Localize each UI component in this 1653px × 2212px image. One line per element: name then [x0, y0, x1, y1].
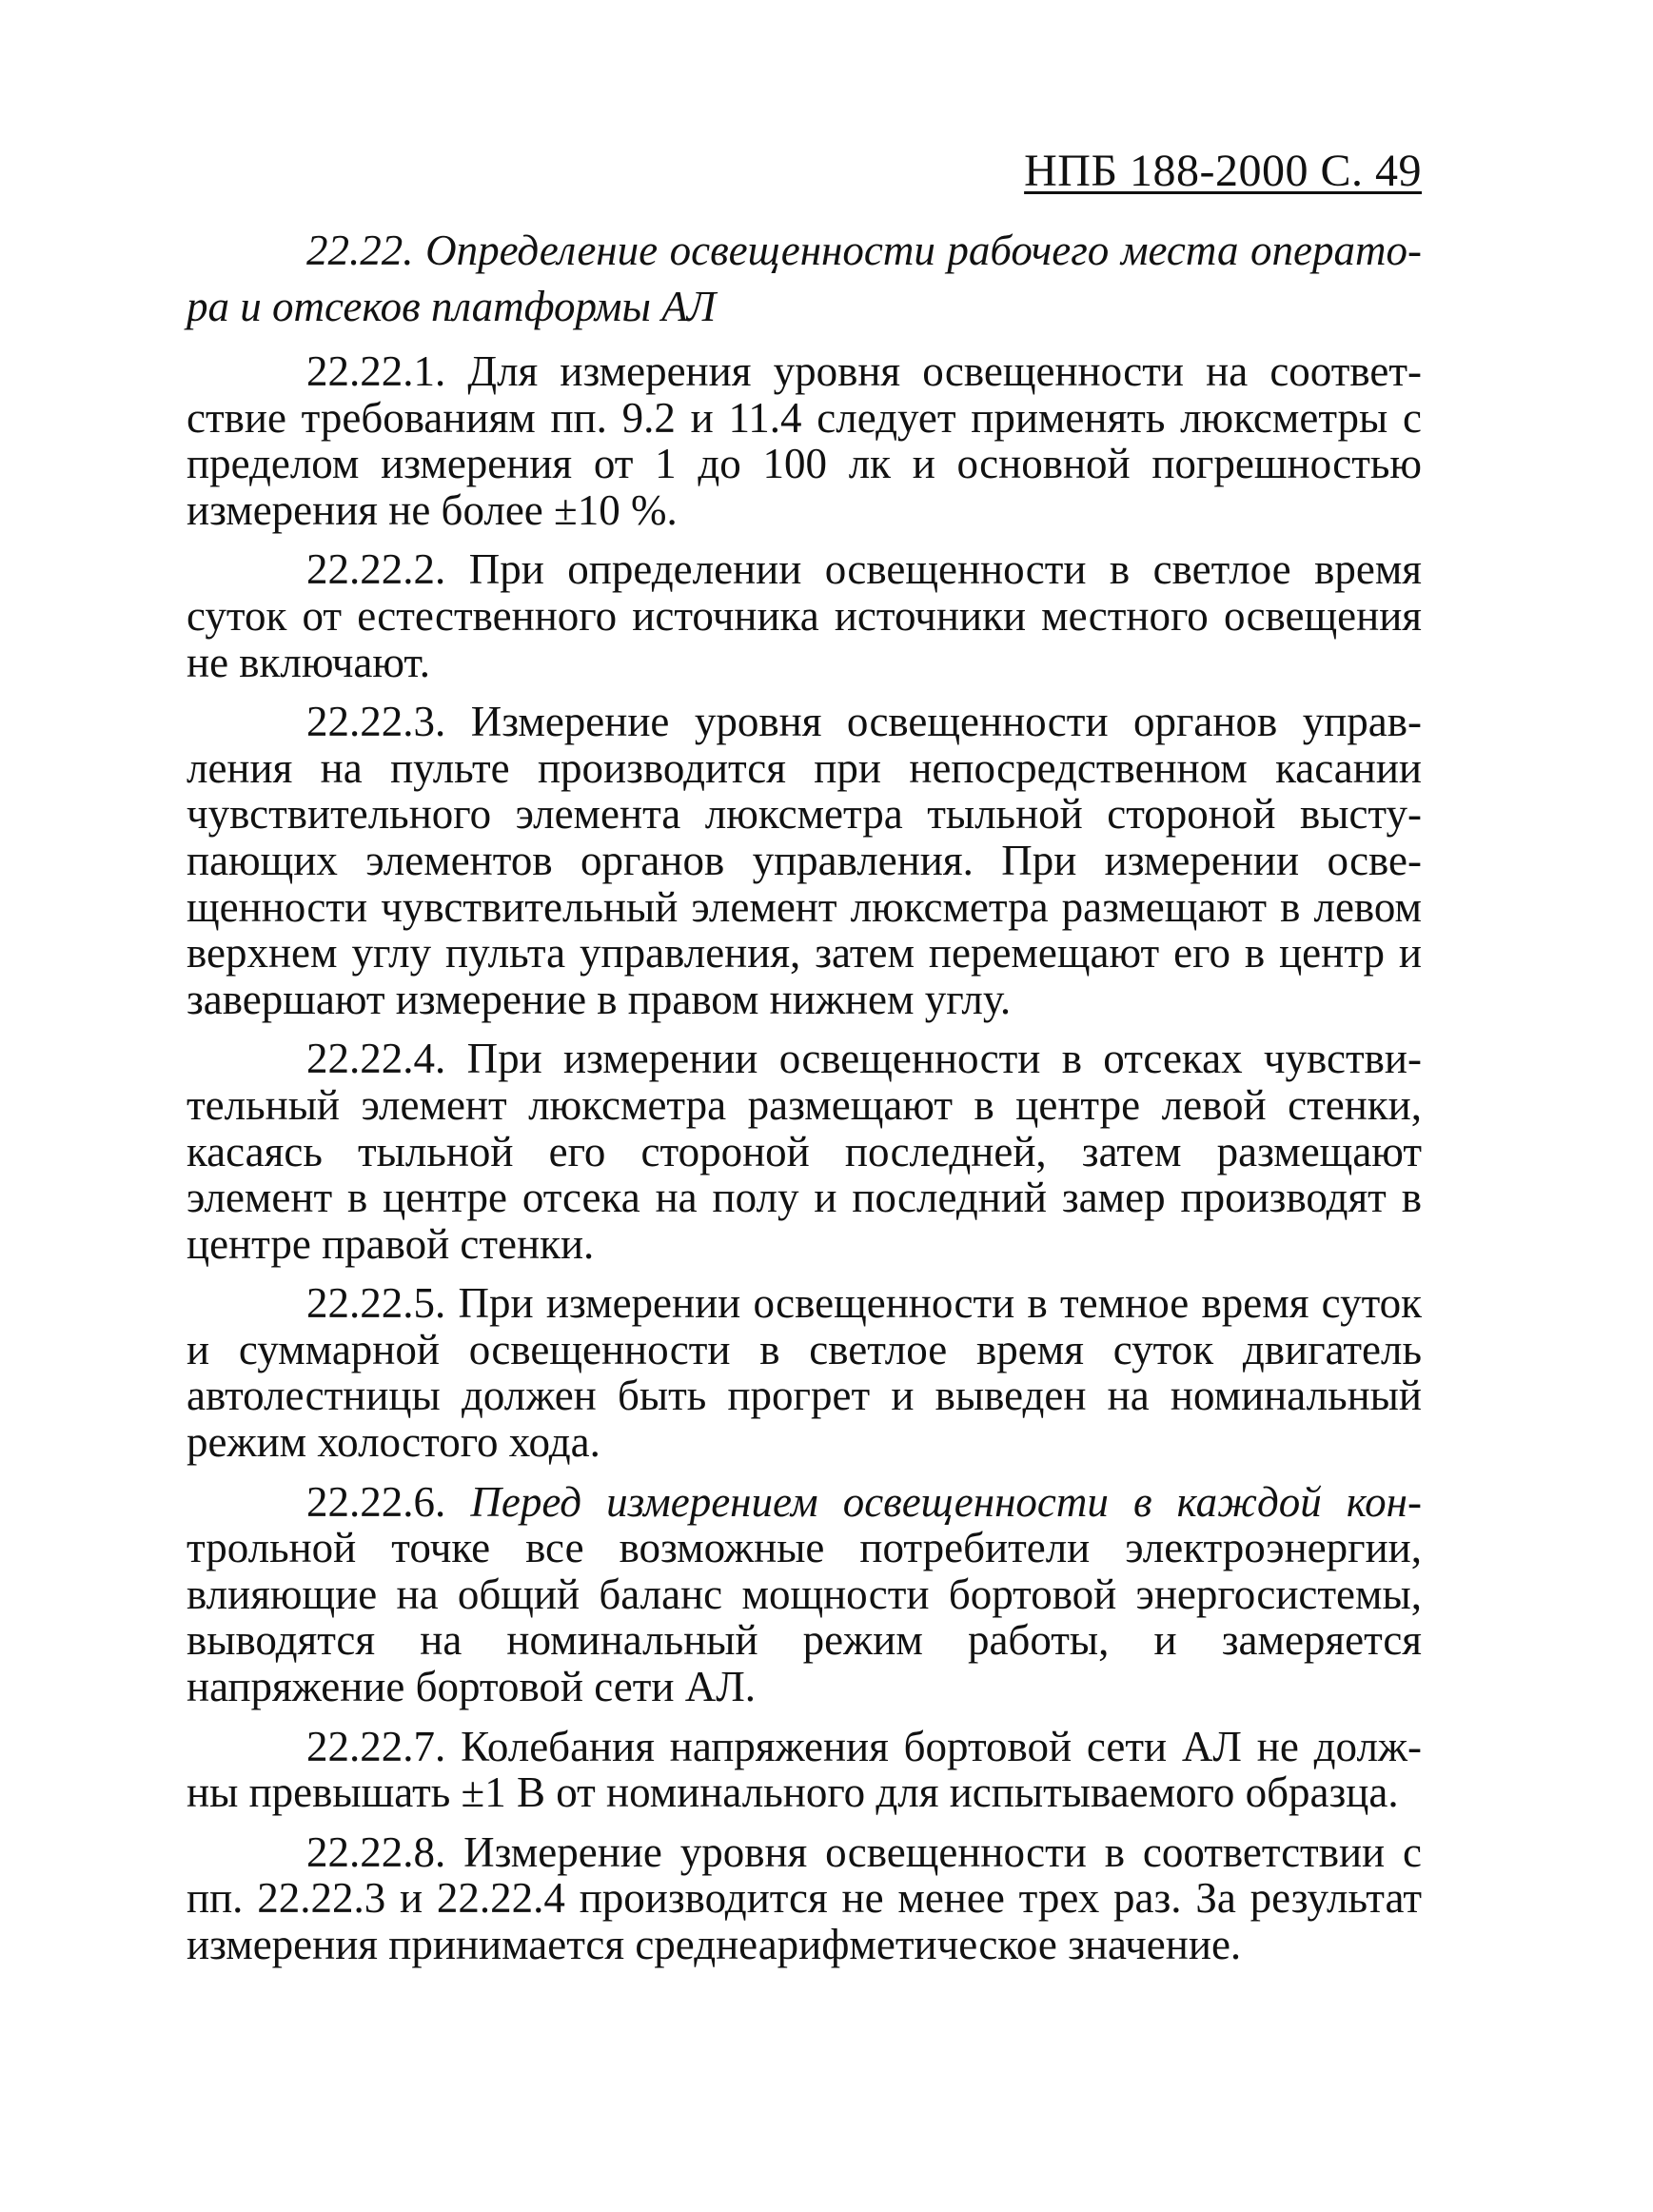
paragraph-22-22-6-italic: Перед измерением освещенности в каждой кон: [470, 1477, 1422, 1526]
paragraph-22-22-4: 22.22.4. При измерении освещенности в отсеках чувствительный элемент люксметра размещают в центре левой стенки, касаясь тыльной его стороной последней, затем размещают элемент в центре отсека на полу и последний замер производят в центре правой стенки.: [187, 1035, 1422, 1268]
paragraph-22-22-3: 22.22.3. Измерение уровня освещенности органов управления на пульте производится при непосредственном касании чувствительного элемента люксметра тыльной стороной выступающих элементов органов управления. При измерении освещенности чувствительный элемент люксметра размещают в левом верхнем углу пульта управления, затем перемещают его в центр и завершают измерение в правом нижнем углу.: [187, 698, 1422, 1023]
paragraph-22-22-8: 22.22.8. Измерение уровня освещенности в соответствии с пп. 22.22.3 и 22.22.4 производится не менее трех раз. За результат измерения принимается среднеарифметическое значение.: [187, 1827, 1422, 1968]
page-header: НПБ 188-2000 С. 49: [1024, 146, 1422, 196]
paragraph-22-22-7: 22.22.7. Колебания напряжения бортовой сети АЛ не должны превышать ±1 В от номинального для испытываемого образца.: [187, 1722, 1422, 1817]
paragraph-22-22-1: 22.22.1. Для измерения уровня освещенности на соответствие требованиям пп. 9.2 и 11.4 следует применять люксметры с пределом измерения от 1 до 100 лк и основной погрешностью измерения не более ±10 %.: [187, 347, 1422, 534]
section-title: 22.22. Определение освещенности рабочего места оператора и отсеков платформы АЛ: [187, 227, 1422, 330]
paragraph-22-22-6-rest: трольной точке все возможные потребители электроэнергии, влияющие на общий баланс мощности бортовой энергосистемы, выводятся на номинальный режим работы, и замеряется напряжение бортовой сети АЛ.: [187, 1524, 1422, 1711]
paragraph-22-22-6-lead: 22.22.6.: [306, 1477, 471, 1526]
document-page: [187, 143, 1422, 1982]
paragraph-22-22-6: [187, 1479, 1422, 1710]
paragraph-22-22-2: 22.22.2. При определении освещенности в светлое время суток от естественного источника источники местного освещения не включают.: [187, 545, 1422, 686]
paragraph-22-22-5: 22.22.5. При измерении освещенности в темное время суток и суммарной освещенности в светлое время суток двигатель автолестницы должен быть прогрет и выведен на номинальный режим холостого хода.: [187, 1279, 1422, 1467]
